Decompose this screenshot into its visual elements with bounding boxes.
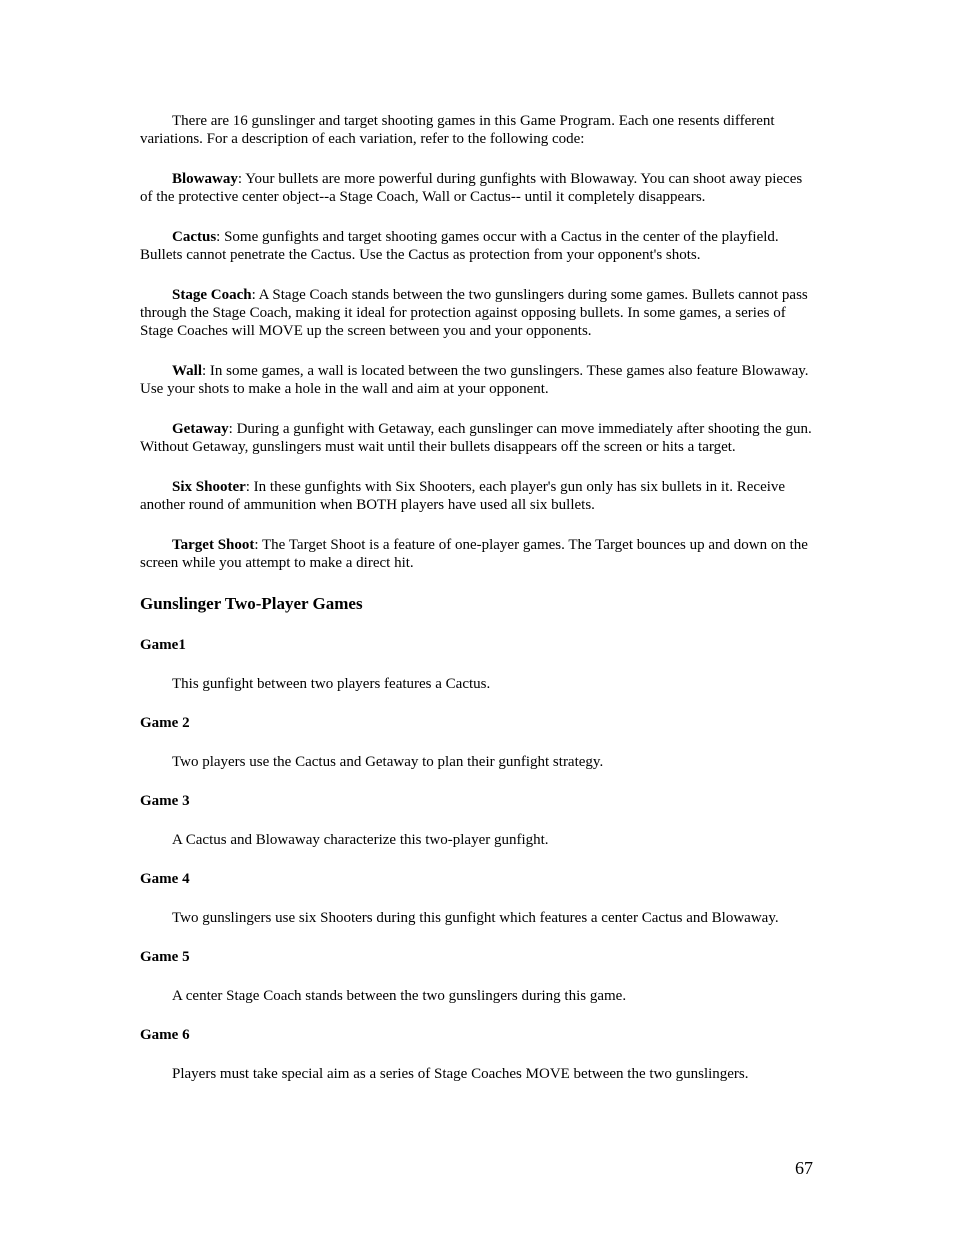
game-title: Game 3 bbox=[140, 793, 190, 809]
term-description: : A Stage Coach stands between the two gunslingers during some games. Bullets cannot pass through the Stage Coach, making it ideal for protection against opposing bullets. In some games, a series of Stage Coaches will MOVE up the screen between you and your opponents. bbox=[140, 287, 808, 339]
game-title: Game 4 bbox=[140, 871, 190, 887]
term-description: : Some gunfights and target shooting games occur with a Cactus in the center of the playfield. Bullets cannot penetrate the Cactus. Use the Cactus as protection from your opponent's shots. bbox=[140, 229, 779, 263]
term-label: Blowaway bbox=[172, 171, 238, 187]
term-six-shooter bbox=[140, 478, 815, 514]
game-title: Game1 bbox=[140, 637, 186, 653]
term-label: Target Shoot bbox=[172, 537, 255, 553]
section-heading: Gunslinger Two-Player Games bbox=[140, 594, 363, 613]
term-description: : In these gunfights with Six Shooters, each player's gun only has six bullets in it. Receive another round of ammunition when BOTH players have used all six bullets. bbox=[140, 479, 786, 513]
game-title: Game 2 bbox=[140, 715, 190, 731]
game-description: Two players use the Cactus and Getaway to plan their gunfight strategy. bbox=[172, 754, 604, 770]
term-cactus bbox=[140, 228, 815, 264]
term-label: Getaway bbox=[172, 421, 229, 437]
term-description: : In some games, a wall is located between the two gunslingers. These games also feature Blowaway. Use your shots to make a hole in the wall and aim at your opponent. bbox=[140, 363, 809, 397]
intro-paragraph: There are 16 gunslinger and target shooting games in this Game Program. Each one resents different variations. For a description of each variation, refer to the following code: bbox=[140, 113, 775, 147]
game-description: This gunfight between two players features a Cactus. bbox=[172, 676, 491, 692]
game-description: Two gunslingers use six Shooters during this gunfight which features a center Cactus and Blowaway. bbox=[172, 910, 779, 926]
game-description: A Cactus and Blowaway characterize this two-player gunfight. bbox=[172, 832, 549, 848]
term-blowaway bbox=[140, 170, 815, 206]
game-title: Game 5 bbox=[140, 949, 190, 965]
game-description: A center Stage Coach stands between the two gunslingers during this game. bbox=[172, 988, 627, 1004]
game-description: Players must take special aim as a series of Stage Coaches MOVE between the two gunslingers. bbox=[172, 1066, 749, 1082]
game-title: Game 6 bbox=[140, 1027, 190, 1043]
term-label: Stage Coach bbox=[172, 287, 252, 303]
page-content bbox=[140, 112, 815, 1104]
term-description: : During a gunfight with Getaway, each gunslinger can move immediately after shooting the gun. Without Getaway, gunslingers must wait until their bullets disappears off the screen or hits a target. bbox=[140, 421, 812, 455]
term-description: : The Target Shoot is a feature of one-player games. The Target bounces up and down on the screen while you attempt to make a direct hit. bbox=[140, 537, 808, 571]
term-stage-coach bbox=[140, 286, 815, 340]
page-number: 67 bbox=[795, 1158, 813, 1178]
term-description: : Your bullets are more powerful during gunfights with Blowaway. You can shoot away pieces of the protective center object--a Stage Coach, Wall or Cactus-- until it completely disappears. bbox=[140, 171, 803, 205]
term-getaway bbox=[140, 420, 815, 456]
term-label: Six Shooter bbox=[172, 479, 246, 495]
term-wall bbox=[140, 362, 815, 398]
term-label: Cactus bbox=[172, 229, 217, 245]
term-label: Wall bbox=[172, 363, 203, 379]
term-target-shoot bbox=[140, 536, 815, 572]
